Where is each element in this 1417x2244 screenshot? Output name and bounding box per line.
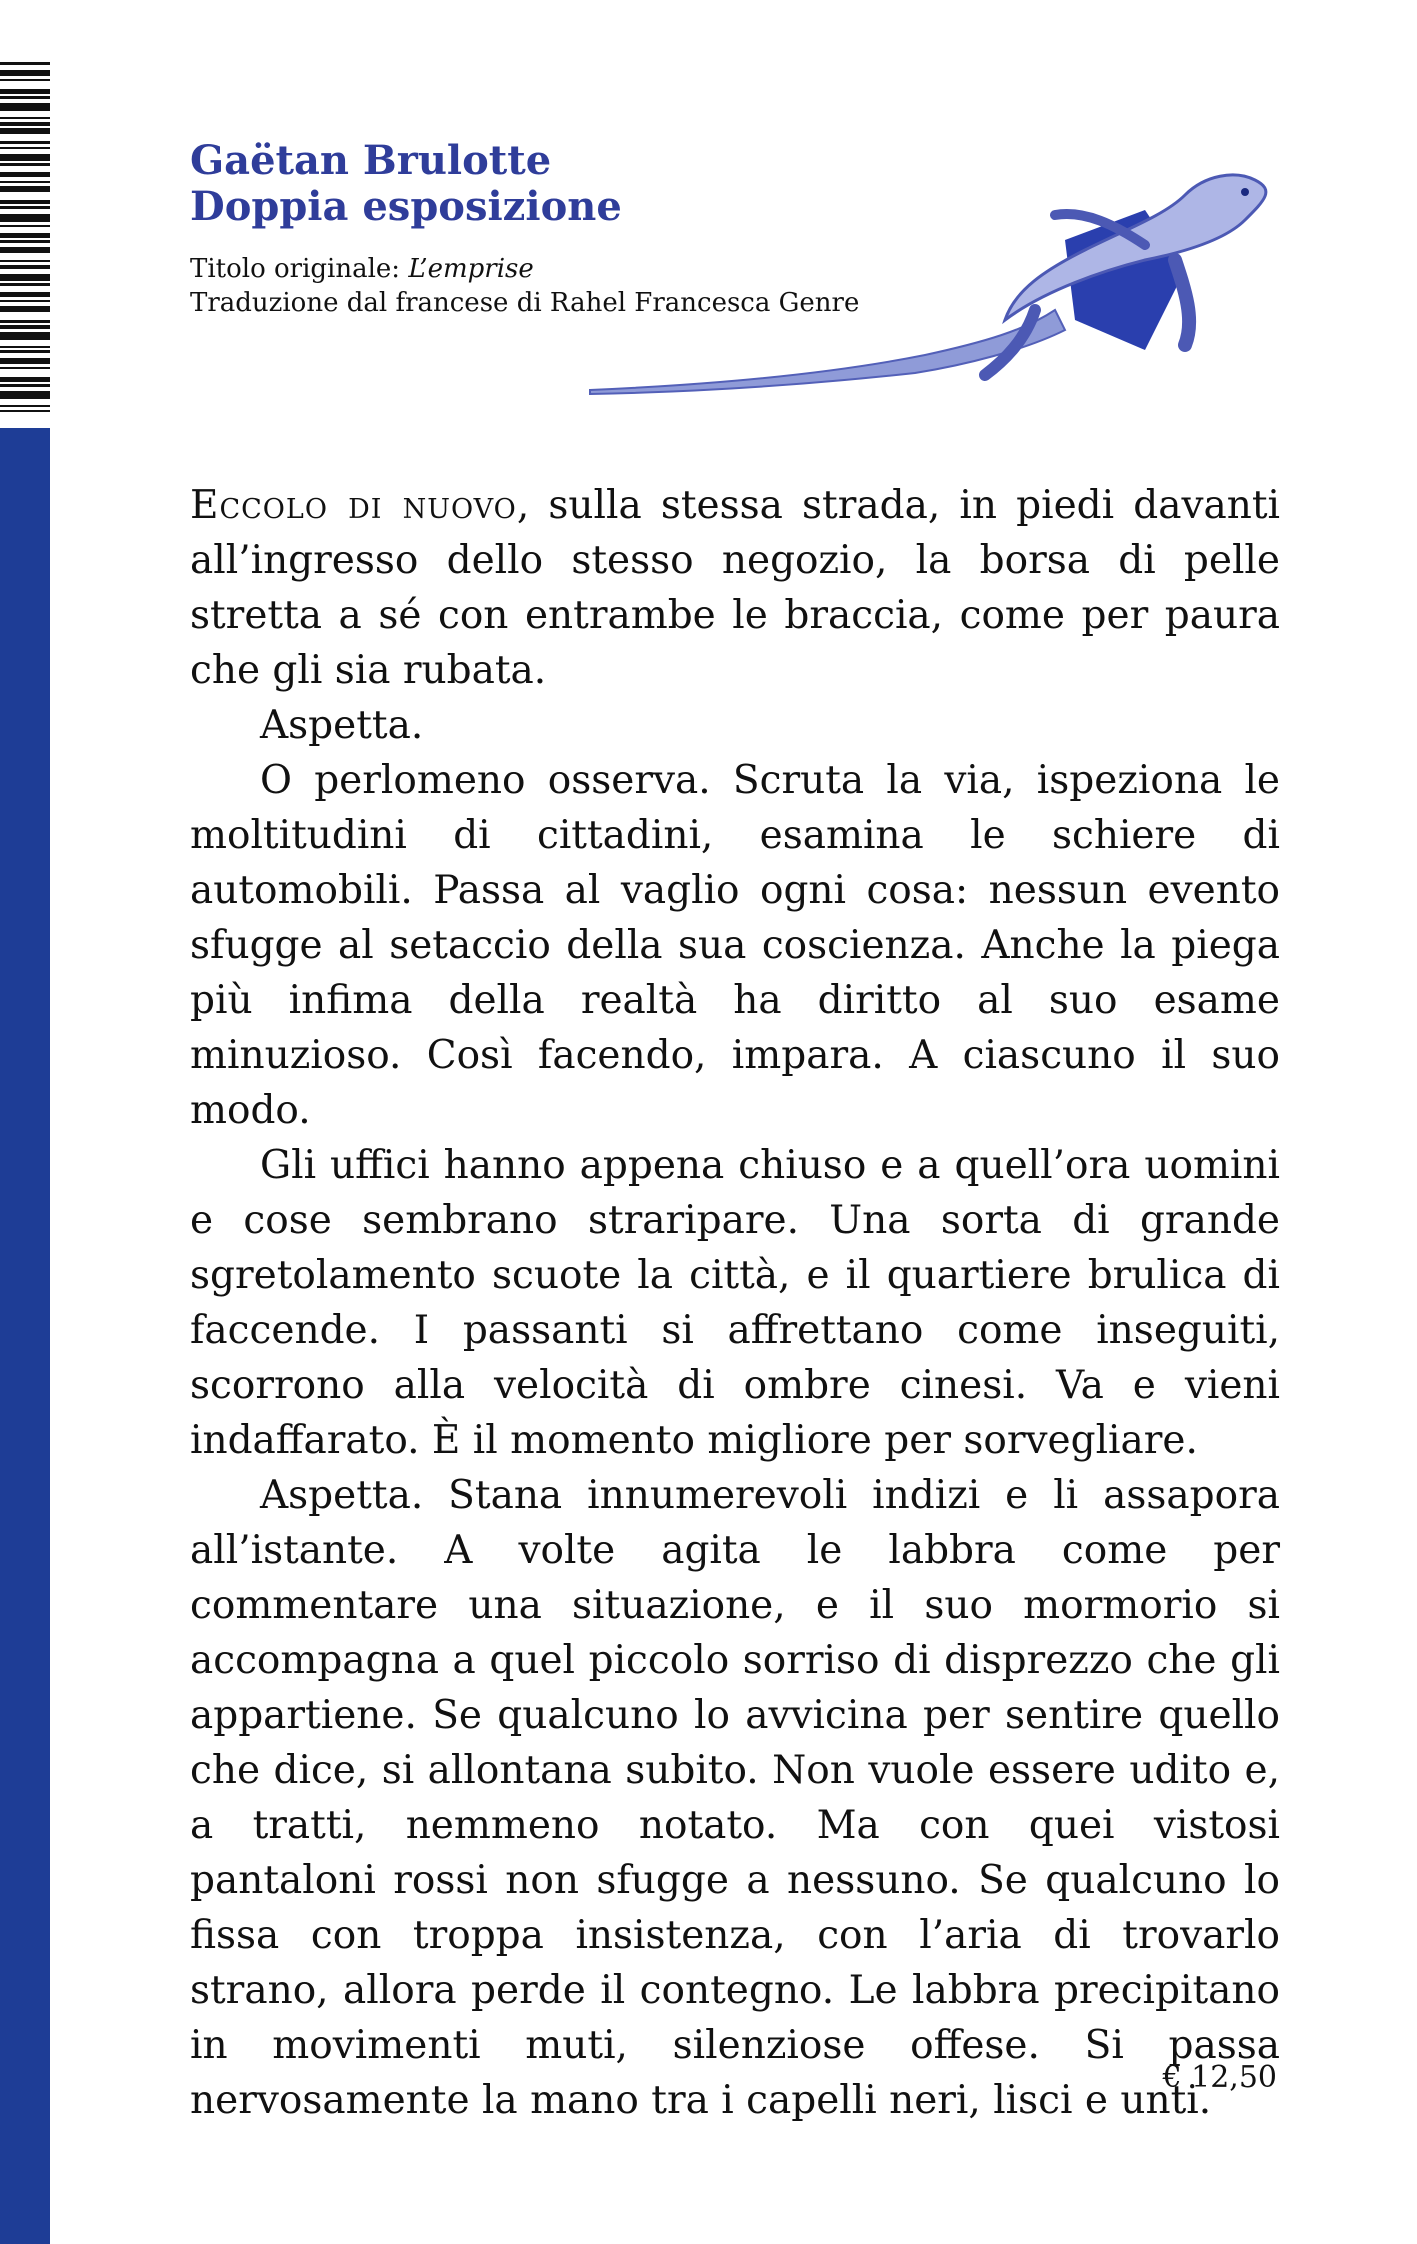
paragraph-1	[190, 478, 1280, 698]
barcode-bar	[0, 181, 50, 183]
barcode-bar	[0, 265, 50, 269]
paragraph-1-text: , sulla stessa strada, in piedi davanti all’ingresso dello stesso negozio, la borsa di pelle stretta a sé con entrambe le braccia, come per paura che gli sia rubata.	[190, 483, 1280, 693]
barcode-bar	[0, 358, 50, 364]
paragraph-4: Gli uffici hanno appena chiuso e a quell’ora uomini e cose sembrano straripare. Una sorta di grande sgretolamento scuote la città, e il quartiere brulica di faccende. I passanti si affrettano come inseguiti, scorrono alla velocità di ombre cinesi. Va e vieni indaffarato. È il momento migliore per sorvegliare.	[190, 1143, 1280, 1463]
barcode-bar	[0, 391, 50, 399]
barcode-bar	[0, 214, 50, 222]
barcode-bar	[0, 320, 50, 323]
barcode-bar	[0, 274, 50, 281]
barcode-bar	[0, 103, 50, 111]
barcode-bar	[0, 79, 50, 81]
barcode	[0, 62, 50, 412]
barcode-bar	[0, 186, 50, 192]
barcode-bar	[0, 128, 50, 134]
barcode-bar	[0, 384, 50, 387]
paragraph-5: Aspetta. Stana innumerevoli indizi e li assapora all’istante. A volte agita le labbra come per commentare una situazione, e il suo mormorio si accompagna a quel piccolo sorriso di disprezzo che gli appartiene. Se qualcuno lo avvicina per sentire quello che dice, si allontana subito. Non vuole essere udito e, a tratti, nemmeno notato. Ma con quei vistosi pantaloni rossi non sfugge a nessuno. Se qualcuno lo fissa con troppa insistenza, con l’aria di trovarlo strano, allora perde il contegno. Le labbra precipitano in movimenti muti, silenziose offese. Si passa nervosamente la mano tra i capelli neri, lisci e unti.	[190, 1473, 1280, 2123]
barcode-bar	[0, 206, 50, 209]
barcode-bar	[0, 62, 50, 65]
barcode-bar	[0, 377, 50, 382]
barcode-bar	[0, 117, 50, 119]
barcode-bar	[0, 147, 50, 149]
barcode-bar	[0, 240, 50, 243]
excerpt-text	[190, 478, 1280, 2128]
spine-band	[0, 428, 50, 2244]
barcode-bar	[0, 154, 50, 161]
barcode-bar	[0, 283, 50, 286]
paragraph-3: O perlomeno osserva. Scruta la via, ispeziona le moltitudini di cittadini, esamina le schiere di automobili. Passa al vaglio ogni cosa: nessun evento sfugge al setaccio della sua coscienza. Anche la piega più infima della realtà ha diritto al suo esame minuzioso. Così facendo, impara. A ciascuno il suo modo.	[190, 758, 1280, 1133]
barcode-bar	[0, 292, 50, 297]
barcode-bar	[0, 346, 50, 348]
barcode-bar	[0, 260, 50, 262]
author-name: Gaëtan Brulotte	[190, 137, 552, 184]
price-label: € 12,50	[1162, 2060, 1277, 2095]
barcode-bar	[0, 300, 50, 302]
original-title-label: Titolo originale:	[190, 254, 401, 284]
barcode-bar	[0, 141, 50, 144]
barcode-bar	[0, 122, 50, 126]
barcode-bar	[0, 200, 50, 204]
barcode-bar	[0, 89, 50, 94]
barcode-bar	[0, 350, 50, 353]
original-title: L’emprise	[408, 254, 534, 284]
barcode-bar	[0, 325, 50, 329]
barcode-bar	[0, 367, 50, 369]
opening-words: Eccolo di nuovo	[190, 483, 517, 528]
barcode-bar	[0, 247, 50, 253]
barcode-bar	[0, 233, 50, 238]
barcode-bar	[0, 306, 50, 312]
barcode-bar	[0, 410, 50, 412]
translation-credit: Traduzione dal francese di Rahel Francesca Genre	[190, 288, 860, 318]
paragraph-2: Aspetta.	[260, 703, 424, 748]
barcode-bar	[0, 332, 50, 340]
barcode-bar	[0, 163, 50, 166]
barcode-bar	[0, 70, 50, 76]
barcode-bar	[0, 96, 50, 99]
barcode-bar	[0, 225, 50, 227]
barcode-bar	[0, 172, 50, 177]
barcode-bar	[0, 405, 50, 407]
book-title: Doppia esposizione	[190, 183, 622, 230]
lizard-icon	[585, 170, 1285, 470]
